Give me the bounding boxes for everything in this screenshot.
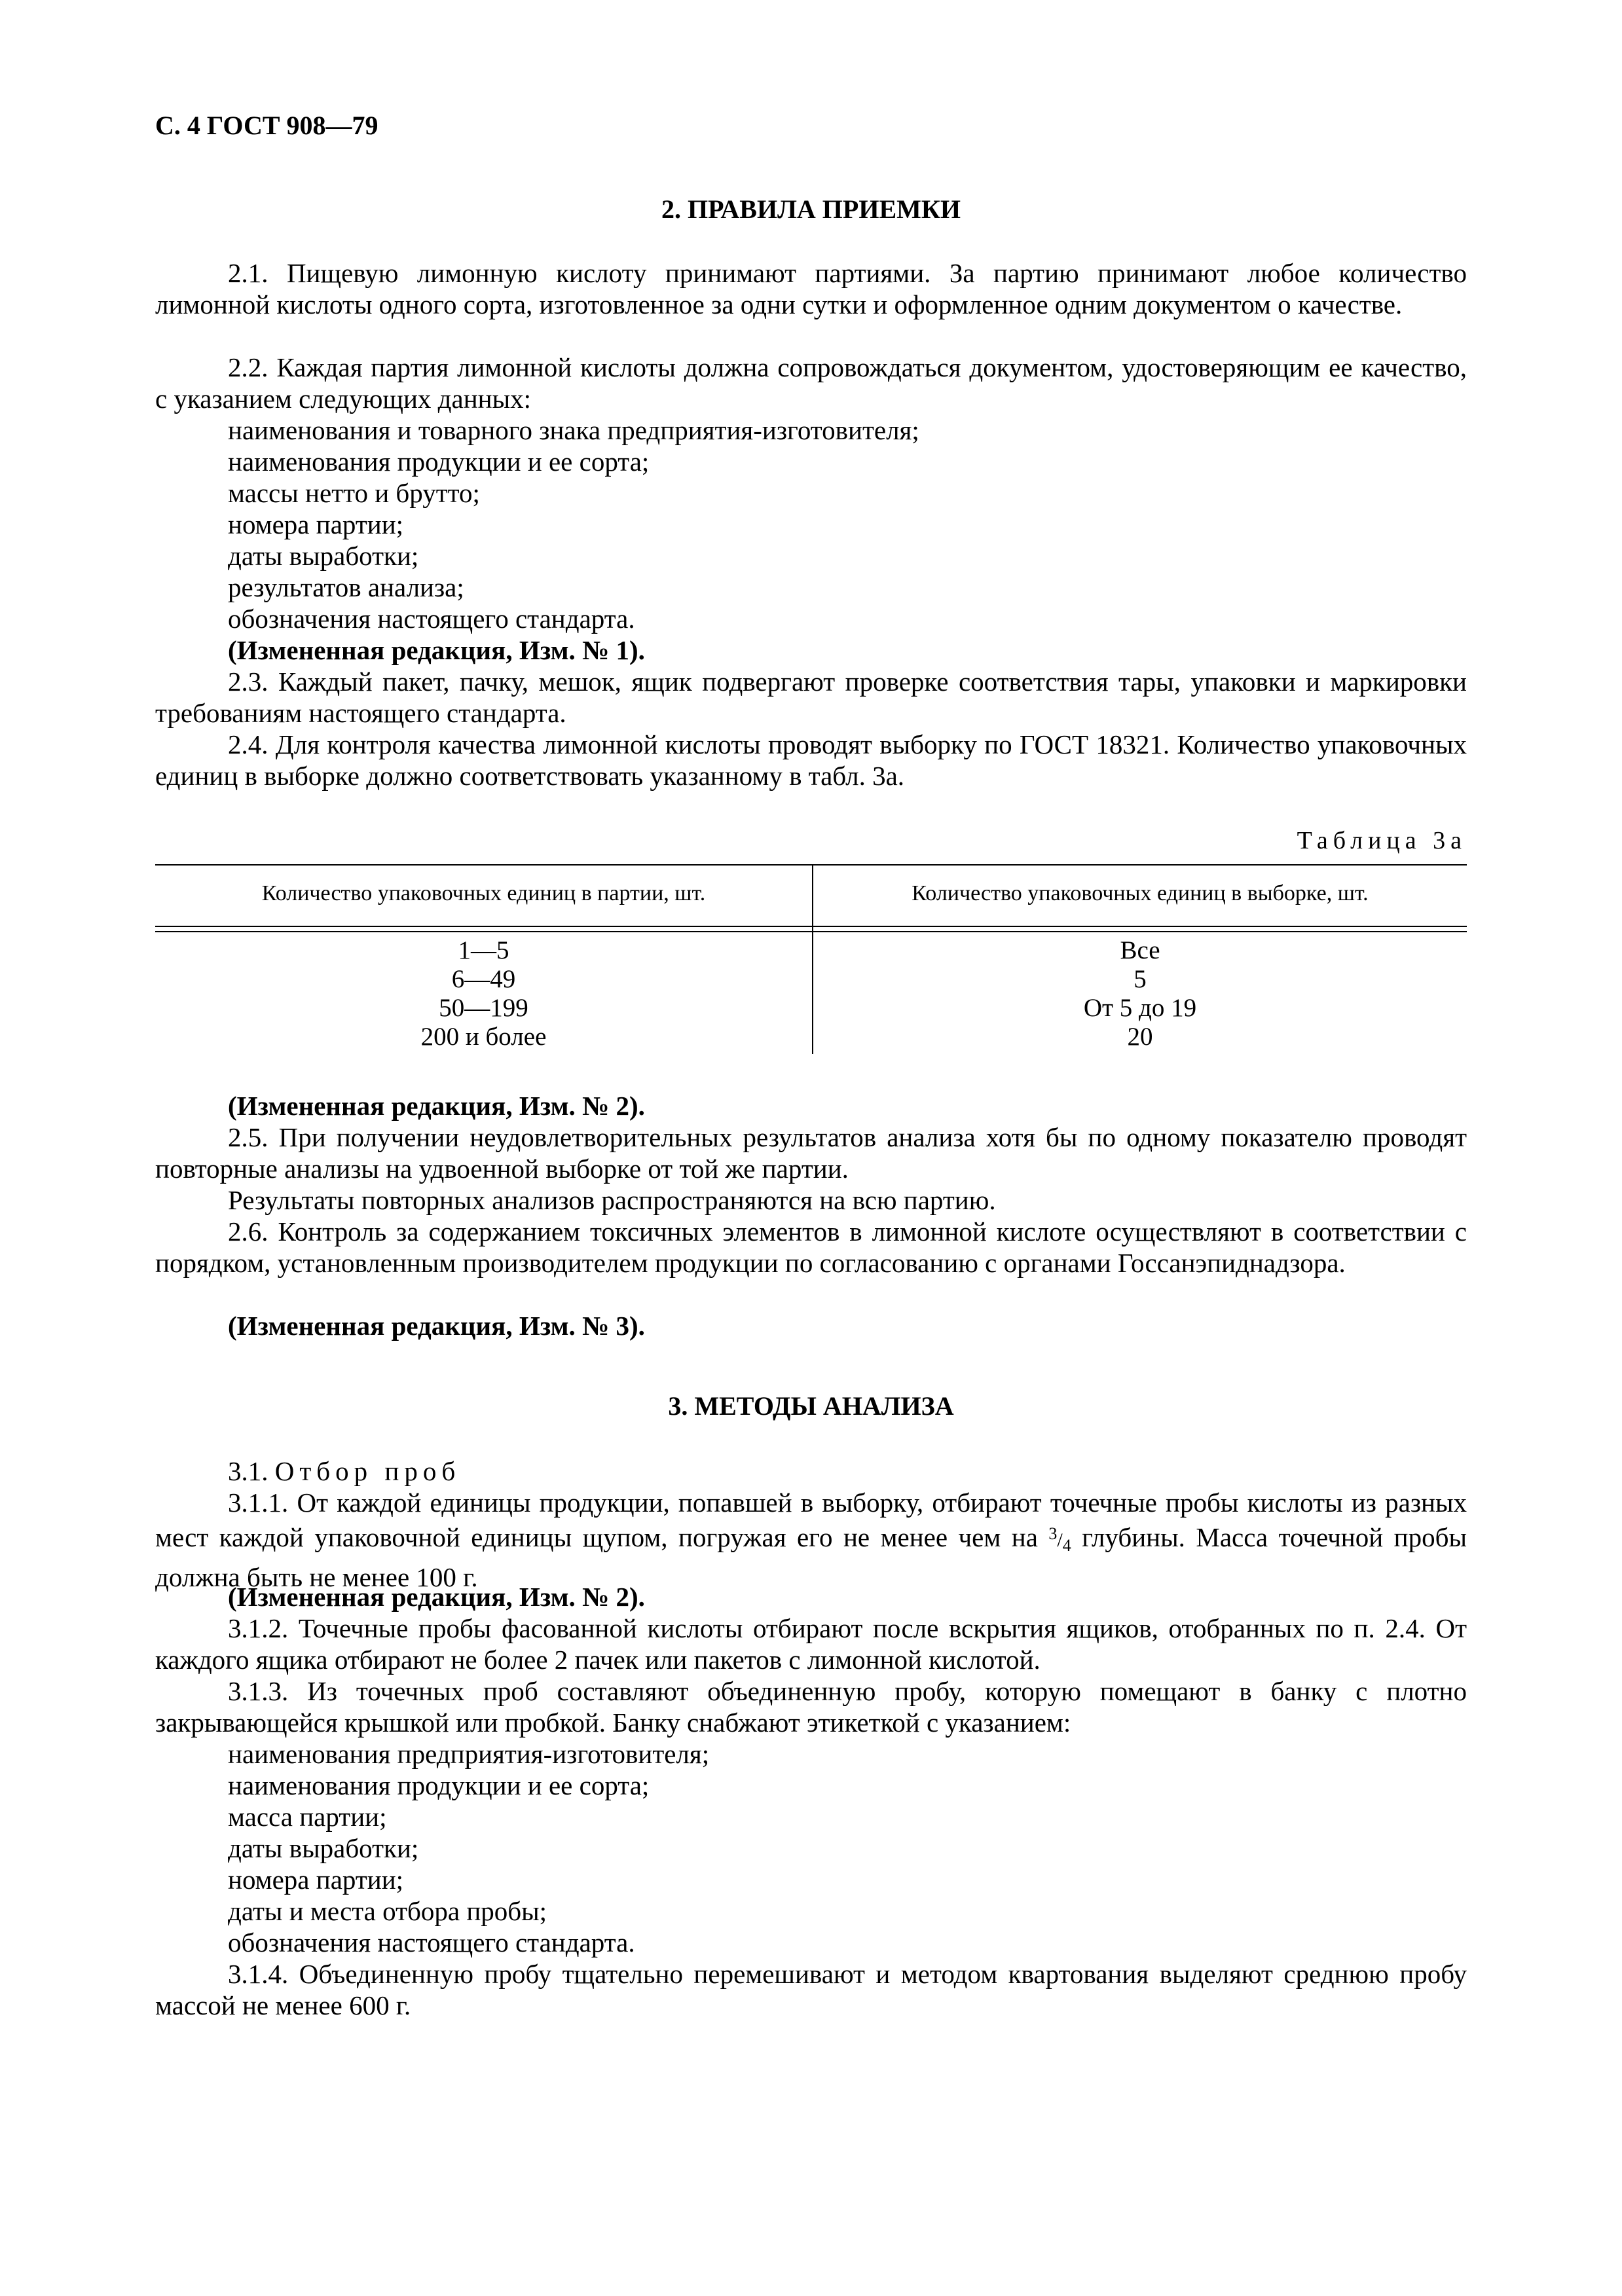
paragraph-2-2: 2.2. Каждая партия лимонной кислоты должна сопровождаться документом, удостоверяющим ее качество, с указанием следующих данных: [155, 352, 1467, 414]
list-item: массы нетто и брутто; [228, 478, 480, 508]
table-cell: От 5 до 19 [1083, 994, 1197, 1022]
amendment-note: (Измененная редакция, Изм. № 2). [228, 1582, 645, 1612]
section-2-title: 2. ПРАВИЛА ПРИЕМКИ [661, 194, 961, 224]
list-item: наименования и товарного знака предприятия-изготовителя; [228, 415, 919, 445]
table-border [155, 926, 1467, 927]
list-item: наименования предприятия-изготовителя; [228, 1739, 710, 1769]
table-caption: Таблица 3а [1297, 827, 1467, 854]
table-cell: 50—199 [439, 994, 528, 1022]
paragraph-3-1-title: Отбор проб [274, 1456, 461, 1486]
paragraph-3-1-4: 3.1.4. Объединенную пробу тщательно перемешивают и методом квартования выделяют среднюю пробу массой не менее 600 г. [155, 1959, 1467, 2020]
list-item: масса партии; [228, 1802, 387, 1832]
table-cell: 1—5 [458, 936, 509, 964]
table-cell: 5 [1134, 965, 1147, 993]
page-header: С. 4 ГОСТ 908—79 [155, 111, 378, 140]
paragraph-2-6: 2.6. Контроль за содержанием токсичных элементов в лимонной кислоте осуществляют в соответствии с порядком, установленным производителем продукции по согласованию с органами Госсанэпиднадзора. [155, 1216, 1467, 1278]
paragraph-3-1-2: 3.1.2. Точечные пробы фасованной кислоты отбирают после вскрытия ящиков, отобранных по п. 2.4. От каждого ящика отбирают не более 2 пачек или пакетов с лимонной кислотой. [155, 1613, 1467, 1675]
list-item: номера партии; [228, 509, 404, 539]
paragraph-3-1 [228, 1455, 460, 1487]
amendment-note: (Измененная редакция, Изм. № 2). [228, 1091, 645, 1121]
table-border [155, 864, 1467, 866]
paragraph-number: 3.1. [228, 1456, 268, 1486]
list-item: даты и места отбора пробы; [228, 1896, 547, 1926]
list-item: наименования продукции и ее сорта; [228, 1770, 650, 1800]
paragraph-3-1-3: 3.1.3. Из точечных проб составляют объединенную пробу, которую помещают в банку с плотно закрывающейся крышкой или пробкой. Банку снабжают этикеткой с указанием: [155, 1676, 1467, 1738]
paragraph-2-3: 2.3. Каждый пакет, пачку, мешок, ящик подвергают проверке соответствия тары, упаковки и маркировки требованиям настоящего стандарта. [155, 666, 1467, 728]
list-item: обозначения настоящего стандарта. [228, 604, 635, 634]
paragraph-3-1-1 [155, 1487, 1467, 1593]
list-item: даты выработки; [228, 1833, 419, 1863]
paragraph-3-1-1-end: глубины. Масса точечной пробы должна быть не менее 100 г. [155, 1522, 1467, 1592]
fraction-three-quarters: $^3/_4$ [1048, 1524, 1071, 1555]
paragraph-2-5: 2.5. При получении неудовлетворительных результатов анализа хотя бы по одному показателю проводят повторные анализы на удвоенной выборке от той же партии. [155, 1122, 1467, 1184]
section-3-title: 3. МЕТОДЫ АНАЛИЗА [668, 1391, 954, 1421]
paragraph-2-5-continued: Результаты повторных анализов распространяются на всю партию. [228, 1185, 996, 1215]
table-3a [155, 864, 1467, 1054]
list-item: обозначения настоящего стандарта. [228, 1927, 635, 1958]
table-cell: 20 [1127, 1023, 1153, 1051]
table-cell: Все [1120, 936, 1160, 964]
list-item: наименования продукции и ее сорта; [228, 446, 650, 477]
fraction-numerator: 3 [1048, 1524, 1058, 1543]
paragraph-3-1-1-text: 3.1.1. От каждой единицы продукции, попавшей в выборку, отбирают точечные пробы кислоты из разных мест каждой упаковочной единицы щупом, погружая его не менее чем на [155, 1487, 1467, 1552]
table-header-cell: Количество упаковочных единиц в выборке, шт. [912, 881, 1369, 905]
amendment-note: (Измененная редакция, Изм. № 3). [228, 1311, 645, 1341]
table-cell: 6—49 [451, 965, 516, 993]
amendment-note: (Измененная редакция, Изм. № 1). [228, 635, 645, 665]
paragraph-2-1: 2.1. Пищевую лимонную кислоту принимают партиями. За партию принимают любое количество лимонной кислоты одного сорта, изготовленное за одни сутки и оформленное одним документом о качестве. [155, 258, 1467, 319]
table-border [155, 931, 1467, 932]
table-cell: 200 и более [420, 1023, 547, 1051]
list-item: результатов анализа; [228, 572, 464, 602]
fraction-denominator: 4 [1062, 1536, 1071, 1555]
list-item: номера партии; [228, 1865, 404, 1895]
paragraph-2-4: 2.4. Для контроля качества лимонной кислоты проводят выборку по ГОСТ 18321. Количество упаковочных единиц в выборке должно соответствовать указанному в табл. 3а. [155, 729, 1467, 791]
list-item: даты выработки; [228, 541, 419, 571]
table-header-cell: Количество упаковочных единиц в партии, шт. [261, 881, 706, 905]
